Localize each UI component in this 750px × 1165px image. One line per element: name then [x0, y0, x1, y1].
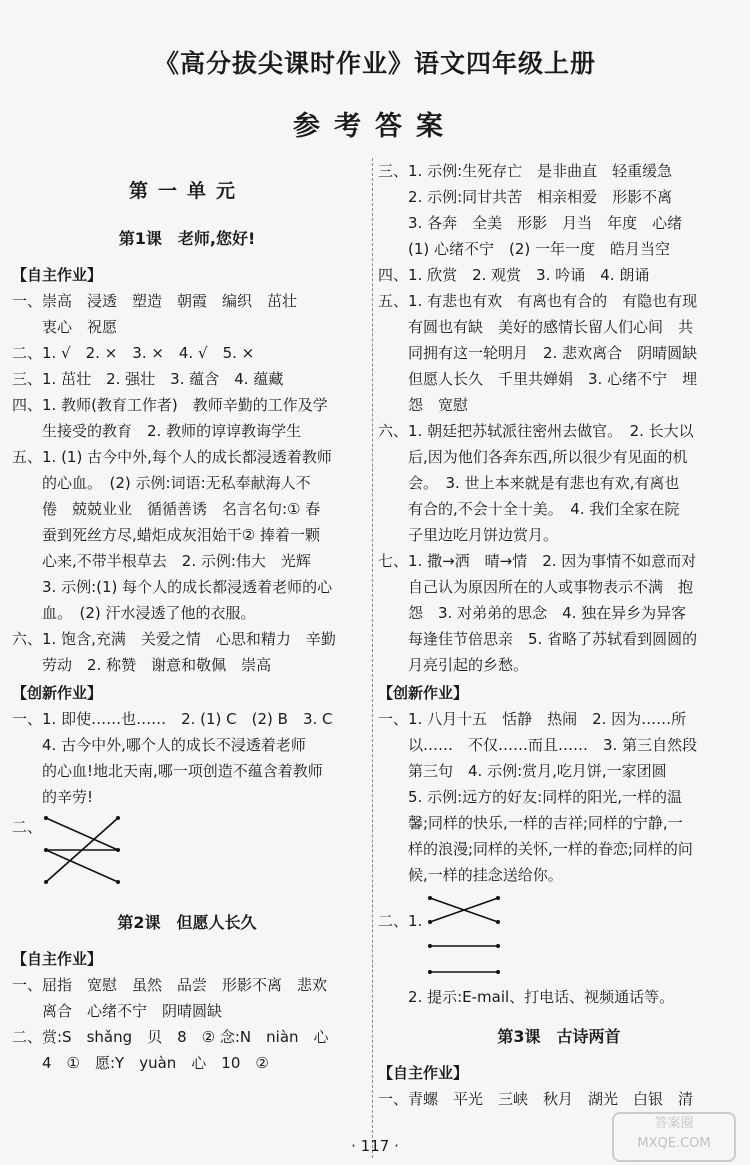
answer-line: 3. 各奔 全美 形影 月当 年度 心绪 — [378, 214, 683, 232]
matching-lines — [422, 888, 542, 980]
answer-line: 的心血!地北天南,哪一项创造不蕴含着教师 — [12, 762, 323, 780]
section-label: 【创新作业】 — [378, 684, 469, 702]
answer-line: 心来,不带半根草去 2. 示例:伟大 光辉 — [12, 552, 311, 570]
answer-line: 月亮引起的乡愁。 — [378, 656, 529, 674]
answer-line: 三、1. 示例:生死存亡 是非曲直 轻重缓急 — [378, 162, 673, 180]
answer-line: 一、1. 即使……也…… 2. (1) C (2) B 3. C — [12, 710, 333, 728]
lesson-3-heading: 第3课 古诗两首 — [497, 1027, 621, 1046]
answer-line: 自己认为原因所在的人或事物表示不满 抱 — [378, 578, 694, 596]
answer-line: 第三句 4. 示例:赏月,吃月饼,一家团圆 — [378, 762, 667, 780]
section-label: 【自主作业】 — [378, 1064, 469, 1082]
answer-line: 二、1. √ 2. × 3. × 4. √ 5. × — [12, 344, 255, 362]
diagram-label: 二、 — [12, 818, 43, 836]
answer-line: 离合 心绪不宁 阴晴圆缺 — [12, 1002, 223, 1020]
section-label: 【创新作业】 — [12, 684, 103, 702]
column-divider — [372, 158, 373, 1158]
matching-diagram — [378, 888, 740, 980]
answer-line: 二、赏:S shǎng 贝 8 ② 念:N niàn 心 — [12, 1028, 329, 1046]
matching-diagram — [12, 810, 362, 896]
answer-line: 倦 兢兢业业 循循善诱 名言名句:① 春 — [12, 500, 321, 518]
answer-line: 的心血。 (2) 示例:词语:无私奉献海人不 — [12, 474, 311, 492]
answer-line: 血。 (2) 汗水浸透了他的衣服。 — [12, 604, 256, 622]
answer-line: 2. 提示:E-mail、打电话、视频通话等。 — [378, 988, 675, 1006]
answer-line: 怨 3. 对弟弟的思念 4. 独在异乡为异客 — [378, 604, 687, 622]
answer-line: 每逢佳节倍思亲 5. 省略了苏轼看到圆圆的 — [378, 630, 698, 648]
answer-line: 以…… 不仅……而且…… 3. 第三自然段 — [378, 736, 698, 754]
answer-line: 五、1. (1) 古今中外,每个人的成长都浸透着教师 — [12, 448, 332, 466]
answer-line: 衷心 祝愿 — [12, 318, 118, 336]
answer-line: 馨;同样的快乐,一样的吉祥;同样的宁静,一 — [378, 814, 683, 832]
answer-line: 4. 古今中外,哪个人的成长不浸透着老师 — [12, 736, 306, 754]
answer-line: 生接受的教育 2. 教师的谆谆教诲学生 — [12, 422, 302, 440]
answer-line: 五、1. 有悲也有欢 有离也有合的 有隐也有现 — [378, 292, 698, 310]
answer-line: 有圆也有缺 美好的感情长留人们心间 共 — [378, 318, 694, 336]
answer-line: 七、1. 撒→洒 晴→情 2. 因为事情不如意而对 — [378, 552, 697, 570]
answer-line: 六、1. 饱含,充满 关爱之情 心思和精力 辛勤 — [12, 630, 336, 648]
answer-line: 的辛劳! — [12, 788, 94, 806]
answer-line: 候,一样的挂念送给你。 — [378, 866, 563, 884]
answer-line: 会。 3. 世上本来就是有悲也有欢,有离也 — [378, 474, 680, 492]
answer-line: 4 ① 愿:Y yuàn 心 10 ② — [12, 1054, 269, 1072]
answer-block — [12, 706, 362, 810]
page-number: · 117 · — [351, 1137, 399, 1155]
answer-line: 2. 示例:同甘共苦 相亲相爱 形影不离 — [378, 188, 673, 206]
answer-line: 四、1. 欣赏 2. 观赏 3. 吟诵 4. 朗诵 — [378, 266, 650, 284]
answer-line: 四、1. 教师(教育工作者) 教师辛勤的工作及学 — [12, 396, 328, 414]
answer-line: 三、1. 茁壮 2. 强壮 3. 蕴含 4. 蕴藏 — [12, 370, 284, 388]
lesson-1-heading: 第1课 老师,您好! — [118, 229, 256, 248]
matching-lines — [38, 810, 138, 890]
answer-block — [12, 288, 362, 678]
right-column — [378, 158, 740, 1112]
answer-line: 一、1. 八月十五 恬静 热闹 2. 因为……所 — [378, 710, 687, 728]
page-subtitle: 参考答案 — [293, 111, 457, 142]
answer-line: 一、青螺 平光 三峡 秋月 湖光 白银 清 — [378, 1090, 694, 1108]
answer-block — [378, 706, 740, 888]
answer-line: 怨 宽慰 — [378, 396, 469, 414]
answer-line: 但愿人长久 千里共婵娟 3. 心绪不宁 埋 — [378, 370, 698, 388]
answer-line: 六、1. 朝廷把苏轼派往密州去做官。 2. 长大以 — [378, 422, 694, 440]
answer-line: 蚕到死丝方尽,蜡炬成灰泪始干② 捧着一颗 — [12, 526, 320, 544]
answer-line: 3. 示例:(1) 每个人的成长都浸透着老师的心 — [12, 578, 333, 596]
answer-block — [378, 158, 740, 678]
left-column — [12, 168, 362, 1076]
answer-block — [12, 972, 362, 1076]
answer-line: 一、屈指 宽慰 虽然 品尝 形影不离 悲欢 — [12, 976, 328, 994]
answer-line: (1) 心绪不宁 (2) 一年一度 皓月当空 — [378, 240, 671, 258]
answer-line: 样的浪漫;同样的关怀,一样的眷恋;同样的问 — [378, 840, 693, 858]
answer-line: 有合的,不会十全十美。 4. 我们全家在院 — [378, 500, 680, 518]
answer-line: 后,因为他们各奔东西,所以很少有见面的机 — [378, 448, 688, 466]
answer-line: 5. 示例:远方的好友:同样的阳光,一样的温 — [378, 788, 682, 806]
answer-line: 同拥有这一轮明月 2. 悲欢离合 阴晴圆缺 — [378, 344, 698, 362]
answer-line: 子里边吃月饼边赏月。 — [378, 526, 559, 544]
unit-heading: 第一单元 — [128, 180, 245, 202]
answer-line: 劳动 2. 称赞 谢意和敬佩 崇高 — [12, 656, 272, 674]
answer-line: 一、崇高 浸透 塑造 朝霞 编织 茁壮 — [12, 292, 298, 310]
section-label: 【自主作业】 — [12, 950, 103, 968]
watermark: 答案圈 MXQE.COM — [612, 1112, 736, 1162]
diagram-label: 二、1. — [378, 912, 423, 930]
page-title: 《高分拔尖课时作业》语文四年级上册 — [153, 49, 596, 78]
lesson-2-heading: 第2课 但愿人长久 — [117, 913, 257, 932]
section-label: 【自主作业】 — [12, 266, 103, 284]
